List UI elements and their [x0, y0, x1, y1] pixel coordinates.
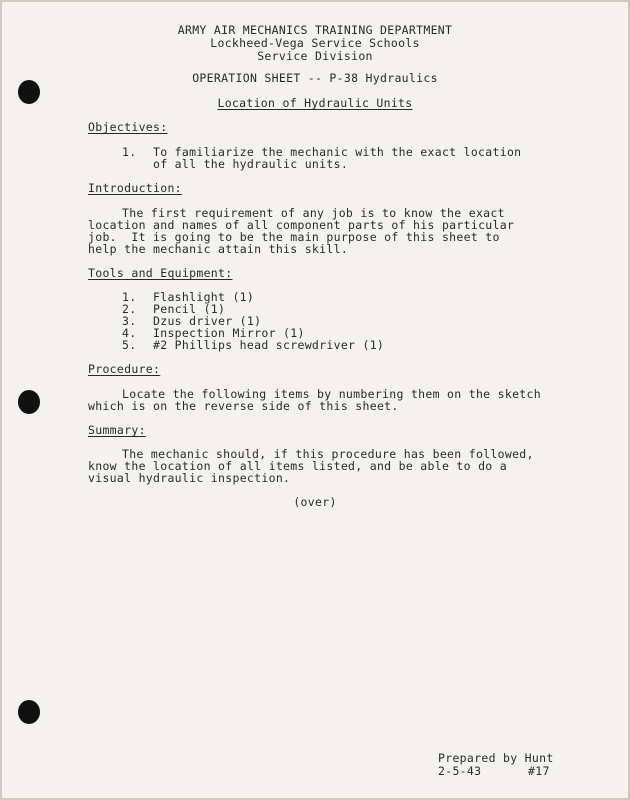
summary-line-3: visual hydraulic inspection.: [88, 471, 291, 485]
tools-heading: Tools and Equipment:: [88, 266, 233, 280]
over-note: (over): [293, 495, 337, 509]
tool-item-4: Inspection Mirror (1): [153, 326, 305, 340]
introduction-line-1: The first requirement of any job is to know the exact: [122, 206, 505, 220]
objective-line-2: of all the hydraulic units.: [153, 157, 349, 171]
tool-item-5: #2 Phillips head screwdriver (1): [153, 338, 385, 352]
punch-hole-middle: [18, 390, 40, 414]
procedure-line-1: Locate the following items by numbering them on the sketch: [122, 387, 541, 401]
punch-hole-bottom: [18, 700, 40, 724]
tool-item-2: Pencil (1): [153, 302, 226, 316]
tool-number-2: 2.: [122, 302, 137, 316]
introduction-line-4: help the mechanic attain this skill.: [88, 242, 349, 256]
summary-heading: Summary:: [88, 423, 146, 437]
tool-number-3: 3.: [122, 314, 137, 328]
introduction-line-2: location and names of all component parts of his particular: [88, 218, 515, 232]
header-division: Service Division: [257, 49, 373, 63]
sheet-title: OPERATION SHEET -- P-38 Hydraulics: [192, 71, 438, 85]
procedure-line-2: which is on the reverse side of this sheet.: [88, 399, 399, 413]
summary-line-2: know the location of all items listed, and be able to do a: [88, 459, 507, 473]
tool-number-5: 5.: [122, 338, 137, 352]
summary-line-1: The mechanic should, if this procedure has been followed,: [122, 447, 534, 461]
objective-line-1: To familiarize the mechanic with the exact location: [153, 145, 522, 159]
prepared-by: Prepared by Hunt: [438, 751, 554, 765]
objective-number: 1.: [122, 145, 137, 159]
sheet-date: 2-5-43: [438, 764, 482, 778]
subject-title: Location of Hydraulic Units: [217, 96, 413, 110]
introduction-heading: Introduction:: [88, 181, 182, 195]
header-school: Lockheed-Vega Service Schools: [210, 36, 420, 50]
tool-number-1: 1.: [122, 290, 137, 304]
objectives-heading: Objectives:: [88, 120, 168, 134]
tool-number-4: 4.: [122, 326, 137, 340]
sheet-number: #17: [528, 764, 550, 778]
introduction-line-3: job. It is going to be the main purpose of this sheet to: [88, 230, 500, 244]
tool-item-3: Dzus driver (1): [153, 314, 262, 328]
header-department: ARMY AIR MECHANICS TRAINING DEPARTMENT: [177, 23, 453, 37]
procedure-heading: Procedure:: [88, 362, 161, 376]
tool-item-1: Flashlight (1): [153, 290, 255, 304]
